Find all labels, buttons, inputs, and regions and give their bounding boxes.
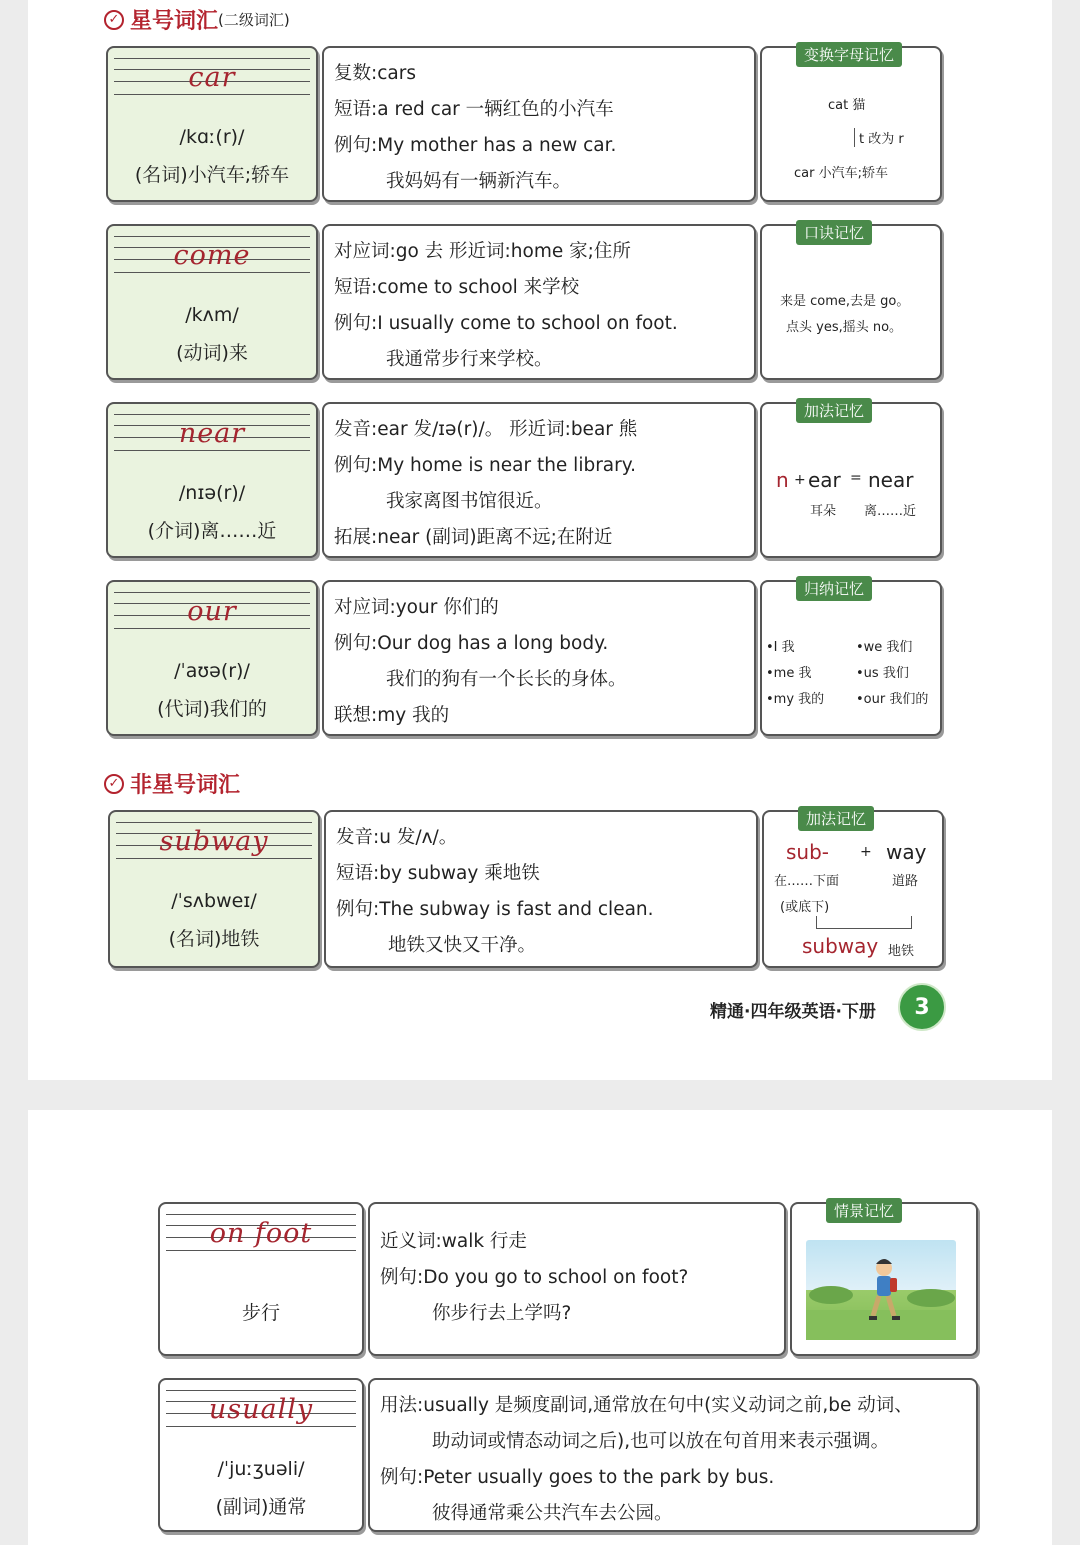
section-title: 非星号词汇	[130, 773, 241, 798]
meaning: (介词)离……近	[147, 520, 277, 542]
memory-part: way	[886, 840, 927, 864]
meaning: (名词)小汽车;轿车	[134, 164, 290, 186]
info-line: 发音:u 发/ʌ/。	[336, 827, 458, 848]
info-line: 短语:come to school 来学校	[334, 277, 580, 298]
memory-box	[760, 46, 942, 202]
info-line: 短语:a red car 一辆红色的小汽车	[334, 99, 614, 120]
word-box	[106, 224, 318, 380]
word: car	[188, 62, 236, 93]
meaning: 步行	[241, 1302, 280, 1324]
word: usually	[208, 1394, 314, 1425]
memory-text: (或底下)	[780, 900, 830, 915]
memory-text: •me 我	[766, 666, 812, 681]
info-line: 发音:ear 发/ɪə(r)/。 形近词:bear 熊	[334, 419, 638, 440]
info-box	[322, 580, 756, 736]
info-line: 我妈妈有一辆新汽车。	[386, 171, 572, 192]
info-box	[324, 810, 758, 968]
info-line: 例句:Our dog has a long body.	[334, 633, 609, 654]
memory-text: 来是 come,去是 go。	[780, 294, 910, 309]
word: subway	[159, 826, 269, 857]
vocab-card-car	[106, 46, 942, 202]
info-box	[322, 46, 756, 202]
memory-result: subway	[802, 934, 879, 958]
clock-icon: ✓	[104, 10, 124, 30]
memory-text: t 改为 r	[854, 128, 904, 147]
vocab-card-our	[106, 580, 942, 736]
info-line: 短语:by subway 乘地铁	[336, 863, 540, 884]
word-box	[158, 1378, 364, 1532]
memory-part: ear	[808, 468, 841, 492]
memory-letter: n	[776, 468, 789, 492]
walking-boy-illustration	[806, 1240, 956, 1340]
footer-title: 精通·四年级英语·下册	[710, 1002, 876, 1022]
phonetic: /ˈaʊə(r)/	[174, 660, 250, 682]
clock-icon: ✓	[104, 774, 124, 794]
section-star-heading	[104, 4, 290, 35]
section-subtitle: (二级词汇)	[218, 11, 290, 29]
info-box	[322, 224, 756, 380]
meaning: (动词)来	[176, 342, 248, 364]
memory-text: •my 我的	[766, 692, 825, 707]
info-line: 例句:I usually come to school on foot.	[334, 313, 678, 334]
equals-sign: =	[850, 470, 862, 486]
word-box	[108, 810, 320, 968]
word-box	[106, 402, 318, 558]
memory-text: 地铁	[888, 944, 915, 959]
memory-text: 点头 yes,摇头 no。	[786, 320, 903, 335]
memory-tag: 归纳记忆	[796, 576, 872, 601]
memory-part: sub-	[786, 840, 830, 864]
info-line: 近义词:walk 行走	[380, 1231, 527, 1252]
info-line: 对应词:your 你们的	[334, 597, 499, 618]
memory-tag: 情景记忆	[826, 1198, 902, 1223]
vocab-card-near	[106, 402, 942, 558]
memory-tag: 加法记忆	[798, 806, 874, 831]
info-line: 联想:my 我的	[334, 705, 450, 726]
word-box	[106, 46, 318, 202]
info-line: 用法:usually 是频度副词,通常放在句中(实义动词之前,be 动词、	[380, 1395, 913, 1416]
memory-box	[790, 1202, 978, 1356]
vocab-card-come	[106, 224, 942, 380]
info-line: 例句:My home is near the library.	[334, 455, 636, 476]
memory-text: •I 我	[766, 640, 795, 655]
info-line: 例句:Peter usually goes to the park by bus.	[380, 1467, 775, 1488]
vocab-card-subway	[108, 810, 944, 968]
memory-tag: 变换字母记忆	[796, 42, 902, 67]
section-nonstar-heading	[104, 768, 240, 799]
word-box	[158, 1202, 364, 1356]
memory-box	[760, 402, 942, 558]
word: near	[178, 418, 246, 449]
meaning: (名词)地铁	[168, 928, 260, 950]
info-line: 我家离图书馆很近。	[386, 491, 553, 512]
memory-text: 离……近	[864, 504, 917, 519]
info-line: 你步行去上学吗?	[432, 1303, 572, 1324]
phonetic: /kʌm/	[185, 304, 239, 326]
info-box	[322, 402, 756, 558]
word: come	[173, 240, 251, 271]
memory-text: •us 我们	[856, 666, 909, 681]
info-line: 复数:cars	[334, 63, 416, 84]
memory-text: car 小汽车;轿车	[794, 166, 888, 181]
meaning: (副词)通常	[215, 1496, 307, 1518]
memory-text: 耳朵	[810, 504, 837, 519]
phonetic: /nɪə(r)/	[178, 482, 246, 504]
word-box	[106, 580, 318, 736]
info-line: 彼得通常乘公共汽车去公园。	[432, 1503, 673, 1524]
memory-text: 道路	[892, 874, 919, 889]
section-title: 星号词汇	[130, 9, 219, 34]
info-line: 例句:My mother has a new car.	[334, 135, 617, 156]
info-line: 拓展:near (副词)距离不远;在附近	[334, 527, 613, 548]
vocab-card-on-foot	[158, 1202, 978, 1356]
meaning: (代词)我们的	[157, 698, 267, 720]
info-line: 助动词或情态动词之后),也可以放在句首用来表示强调。	[432, 1431, 890, 1452]
info-line: 对应词:go 去 形近词:home 家;住所	[334, 241, 631, 262]
info-line: 例句:Do you go to school on foot?	[380, 1267, 689, 1288]
word: on foot	[209, 1218, 313, 1249]
memory-tag: 口诀记忆	[796, 220, 872, 245]
memory-tag: 加法记忆	[796, 398, 872, 423]
phonetic: /kɑː(r)/	[179, 126, 245, 148]
memory-text: 在……下面	[774, 874, 840, 889]
info-line: 地铁又快又干净。	[388, 935, 537, 956]
plus-sign: +	[860, 844, 872, 860]
page-number: 3	[898, 983, 946, 1031]
bracket	[816, 916, 912, 929]
memory-box	[760, 580, 942, 736]
phonetic: /ˈjuːʒuəli/	[217, 1458, 305, 1480]
memory-box	[760, 224, 942, 380]
memory-text: •we 我们	[856, 640, 913, 655]
info-box	[368, 1378, 978, 1532]
info-line: 我通常步行来学校。	[386, 349, 553, 370]
vocab-card-usually	[158, 1378, 978, 1532]
phonetic: /ˈsʌbweɪ/	[171, 890, 257, 912]
word: our	[187, 596, 237, 627]
info-box	[368, 1202, 786, 1356]
memory-box	[762, 810, 944, 968]
memory-text: cat 猫	[828, 98, 866, 113]
plus-sign: +	[794, 472, 806, 488]
memory-result: near	[868, 468, 914, 492]
memory-text: •our 我们的	[856, 692, 929, 707]
info-line: 例句:The subway is fast and clean.	[336, 899, 654, 920]
info-line: 我们的狗有一个长长的身体。	[386, 669, 627, 690]
